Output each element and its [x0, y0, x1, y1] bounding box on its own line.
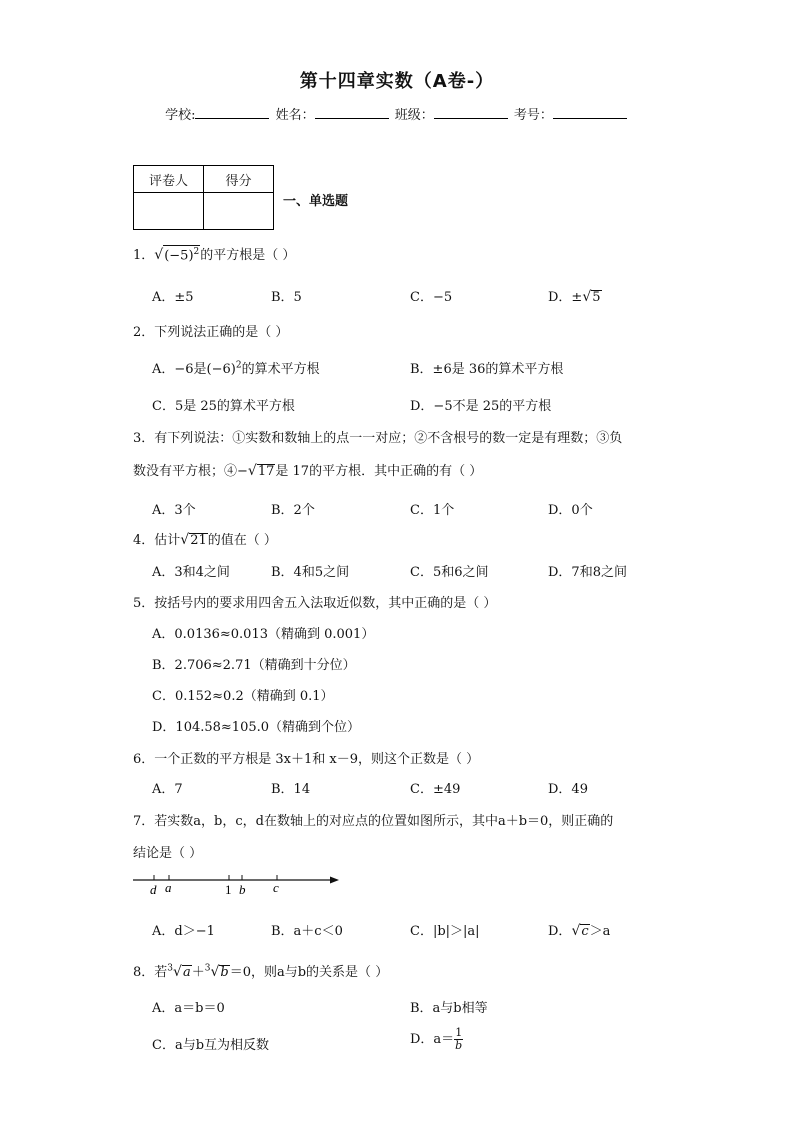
q3-option-b: B．2个: [271, 503, 315, 518]
q8-option-c: C．a与b互为相反数: [152, 1038, 270, 1053]
question-8-stem: 8．若$^3$√a＋$^3$√b＝0，则a与b的关系是（ ）: [133, 963, 389, 980]
section-title: 一、单选题: [283, 194, 349, 209]
q5-option-c: C．0.152≈0.2（精确到 0.1）: [152, 689, 334, 704]
label-c: c: [273, 880, 279, 895]
score-table: [133, 165, 274, 230]
q8-option-a: A．a＝b＝0: [152, 1001, 225, 1016]
q3-option-d: D．0个: [548, 503, 593, 518]
student-info-line: [0, 104, 794, 123]
q5-option-d: D．104.58≈105.0（精确到个位）: [152, 720, 361, 735]
name-blank: [315, 106, 389, 119]
arrow-icon: [330, 877, 339, 884]
q1-option-b: B．5: [271, 290, 302, 305]
question-1-stem: 1．$√(-5)^2$的平方根是（ ）: [133, 246, 296, 263]
q6-option-c: C．±49: [410, 782, 461, 797]
score-header: 得分: [204, 166, 274, 193]
question-7-line2: 结论是（ ）: [133, 846, 203, 861]
id-blank: [553, 106, 627, 119]
name-label: 姓名：: [275, 108, 315, 123]
q1-option-c: C．−5: [410, 290, 453, 305]
q5-option-a: A．0.0136≈0.013（精确到 0.001）: [152, 627, 375, 642]
q4-option-c: C．5和6之间: [410, 565, 489, 580]
school-blank: [195, 106, 269, 119]
grader-cell: [134, 193, 204, 230]
label-1: 1: [225, 882, 232, 897]
q2-option-b: B．±6是 36的算术平方根: [410, 362, 564, 377]
q6-option-b: B．14: [271, 782, 311, 797]
q4-option-d: D．7和8之间: [548, 565, 627, 580]
q1-option-d: D．±√5: [548, 289, 601, 305]
question-7-line1: 7．若实数a，b，c，d在数轴上的对应点的位置如图所示，其中a＋b＝0，则正确的: [133, 814, 614, 829]
school-label: 学校:: [165, 108, 196, 123]
q7-option-c: C．|b|＞|a|: [410, 924, 480, 939]
q8-option-b: B．a与b相等: [410, 1001, 488, 1016]
label-d: d: [150, 882, 157, 897]
class-blank: [434, 106, 508, 119]
label-b: b: [239, 882, 246, 897]
question-5-stem: 5．按括号内的要求用四舍五入法取近似数，其中正确的是（ ）: [133, 596, 497, 611]
q3-option-c: C．1个: [410, 503, 455, 518]
question-3-line2: 数没有平方根；④−√17是 17的平方根．其中正确的有（ ）: [133, 463, 483, 479]
q2-option-d: D．−5不是 25的平方根: [410, 399, 552, 414]
q8-option-d: D．a＝ $\frac{1}{b}$: [410, 1026, 463, 1052]
class-label: 班级：: [394, 108, 434, 123]
q6-option-a: A．7: [152, 782, 183, 797]
q3-option-a: A．3个: [152, 503, 196, 518]
q6-option-d: D．49: [548, 782, 588, 797]
question-3-line1: 3．有下列说法：①实数和数轴上的点一一对应；②不含根号的数一定是有理数；③负: [133, 431, 623, 446]
q2-option-a: A．−6是$(-6)^2$的算术平方根: [152, 360, 320, 377]
grader-header: 评卷人: [134, 166, 204, 193]
score-cell: [204, 193, 274, 230]
q5-option-b: B．2.706≈2.71（精确到十分位）: [152, 658, 356, 673]
q7-option-d: D．√c＞a: [548, 923, 611, 939]
q4-option-a: A．3和4之间: [152, 565, 230, 580]
question-6-stem: 6．一个正数的平方根是 3x＋1和 x－9，则这个正数是（ ）: [133, 752, 480, 767]
q7-option-a: A．d＞−1: [152, 924, 215, 939]
q2-option-c: C．5是 25的算术平方根: [152, 399, 295, 414]
page-title: 第十四章实数（A卷-）: [299, 71, 495, 92]
q4-option-b: B．4和5之间: [271, 565, 350, 580]
q1-option-a: A．±5: [152, 290, 194, 305]
question-2-stem: 2．下列说法正确的是（ ）: [133, 325, 289, 340]
question-4-stem: 4．估计√21的值在（ ）: [133, 532, 277, 548]
id-label: 考号：: [513, 108, 553, 123]
number-line-figure: [133, 868, 343, 900]
q7-option-b: B．a＋c＜0: [271, 924, 343, 939]
label-a: a: [165, 880, 172, 895]
